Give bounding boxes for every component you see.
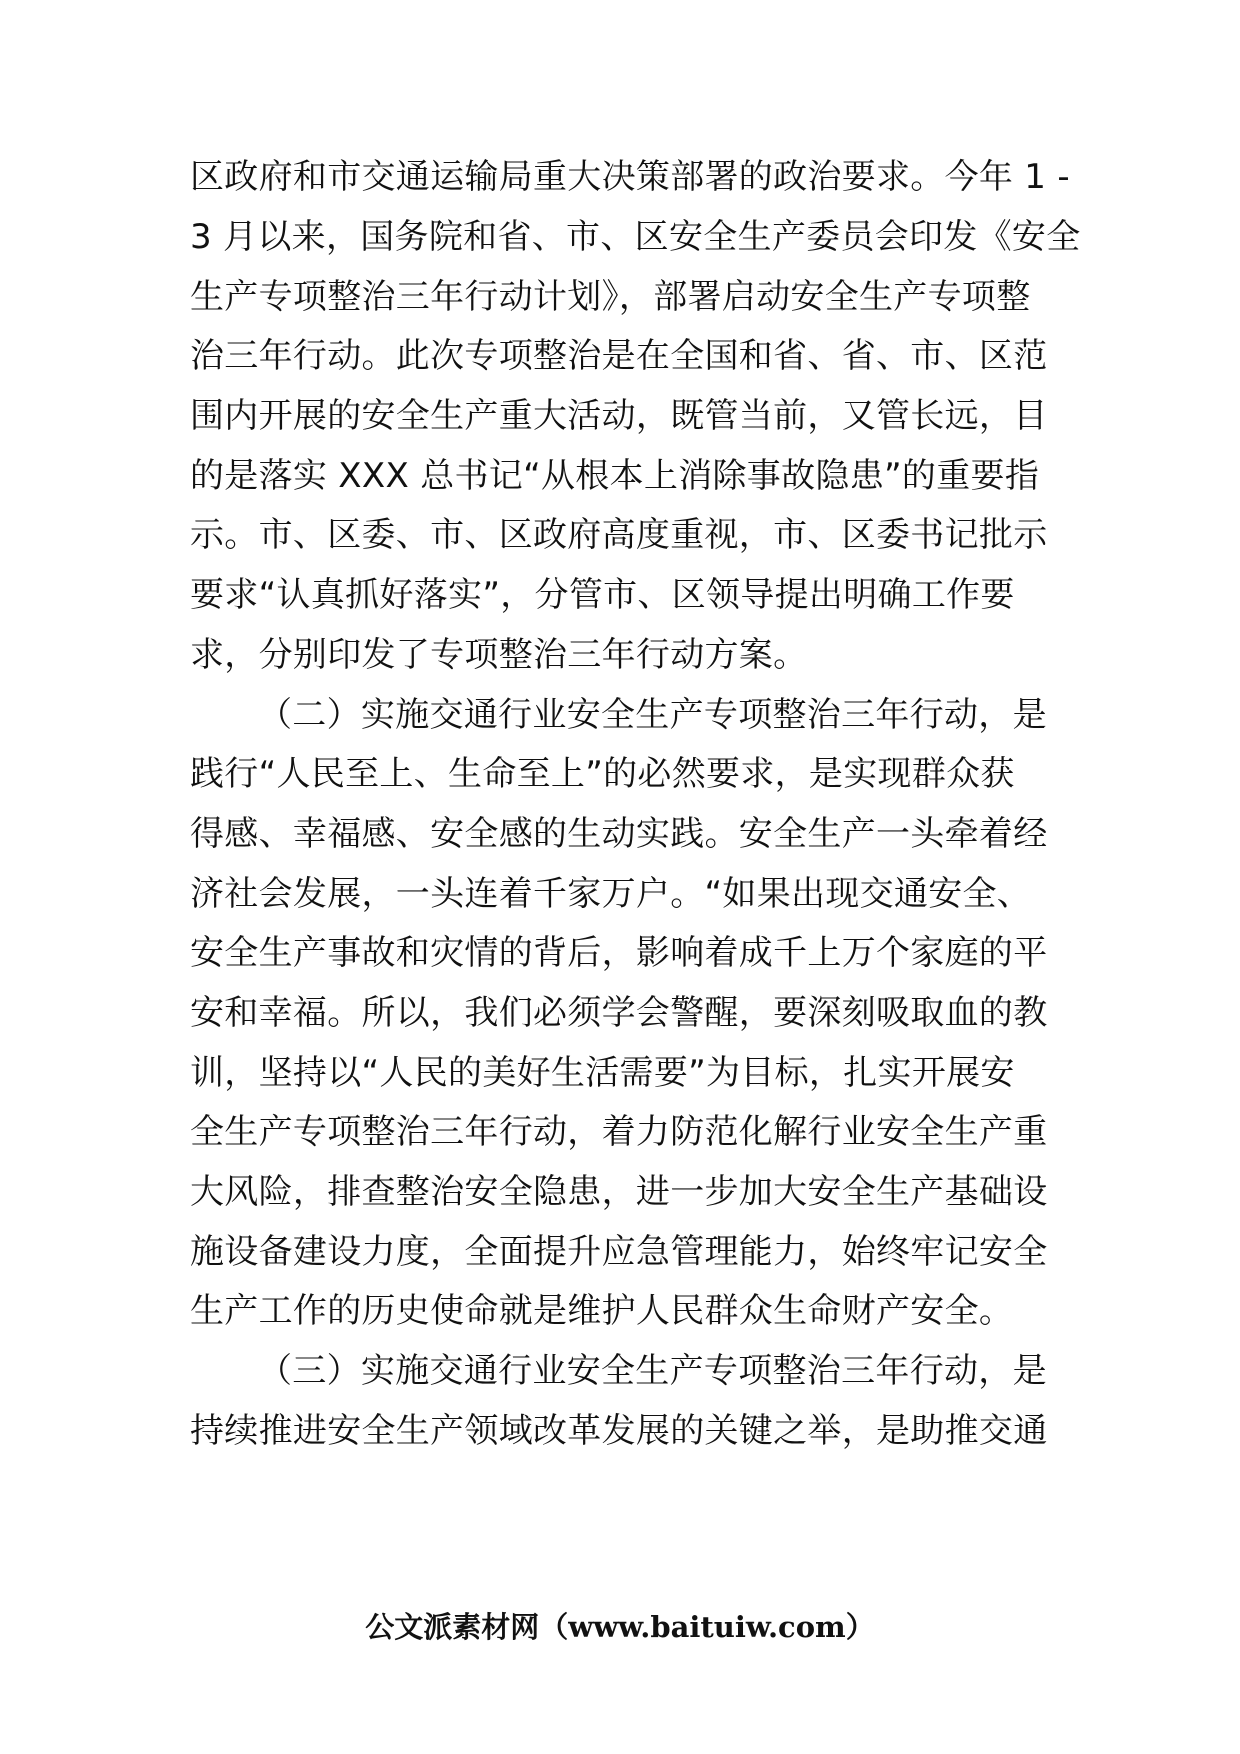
text-line: 持续推进安全生产领域改革发展的关键之举，是助推交通 (190, 1411, 1048, 1451)
text-line: 得感、幸福感、安全感的生动实践。安全生产一头牵着经 (190, 814, 1048, 854)
text-line: 安和幸福。所以，我们必须学会警醒，要深刻吸取血的教 (190, 993, 1048, 1033)
text-line: 要求“认真抓好落实”，分管市、区领导提出明确工作要 (190, 575, 1015, 615)
text-line: 生产专项整治三年行动计划》，部署启动安全生产专项整 (190, 277, 1031, 317)
text-line: 践行“人民至上、生命至上”的必然要求，是实现群众获 (190, 754, 1015, 794)
text-line: 区政府和市交通运输局重大决策部署的政治要求。今年 1 - (190, 157, 1070, 197)
text-line: 3 月以来，国务院和省、市、区安全生产委员会印发《安全 (190, 217, 1081, 257)
text-line: 大风险，排查整治安全隐患，进一步加大安全生产基础设 (190, 1172, 1048, 1212)
text-line: 安全生产事故和灾情的背后，影响着成千上万个家庭的平 (190, 933, 1048, 973)
text-line: 训，坚持以“人民的美好生活需要”为目标，扎实开展安 (190, 1053, 1015, 1093)
text-line: 围内开展的安全生产重大活动，既管当前，又管长远，目 (190, 396, 1048, 436)
text-line: 生产工作的历史使命就是维护人民群众生命财产安全。 (190, 1291, 1014, 1331)
text-line: 济社会发展，一头连着千家万户。“如果出现交通安全、 (190, 874, 1032, 914)
paragraph-3-first-line: （三）实施交通行业安全生产专项整治三年行动，是 (258, 1351, 1047, 1391)
text-line: 全生产专项整治三年行动，着力防范化解行业安全生产重 (190, 1112, 1048, 1152)
text-line: 的是落实 XXX 总书记“从根本上消除事故隐患”的重要指 (190, 456, 1040, 496)
footer-watermark-text: 公文派素材网（www.baituiw.com） (365, 1610, 875, 1644)
paragraph-2-first-line: （二）实施交通行业安全生产专项整治三年行动，是 (258, 695, 1047, 735)
text-line: 求，分别印发了专项整治三年行动方案。 (190, 635, 808, 675)
text-line: 施设备建设力度，全面提升应急管理能力，始终牢记安全 (190, 1232, 1048, 1272)
text-line: 示。市、区委、市、区政府高度重视，市、区委书记批示 (190, 515, 1048, 555)
text-line: 治三年行动。此次专项整治是在全国和省、省、市、区范 (190, 336, 1048, 376)
